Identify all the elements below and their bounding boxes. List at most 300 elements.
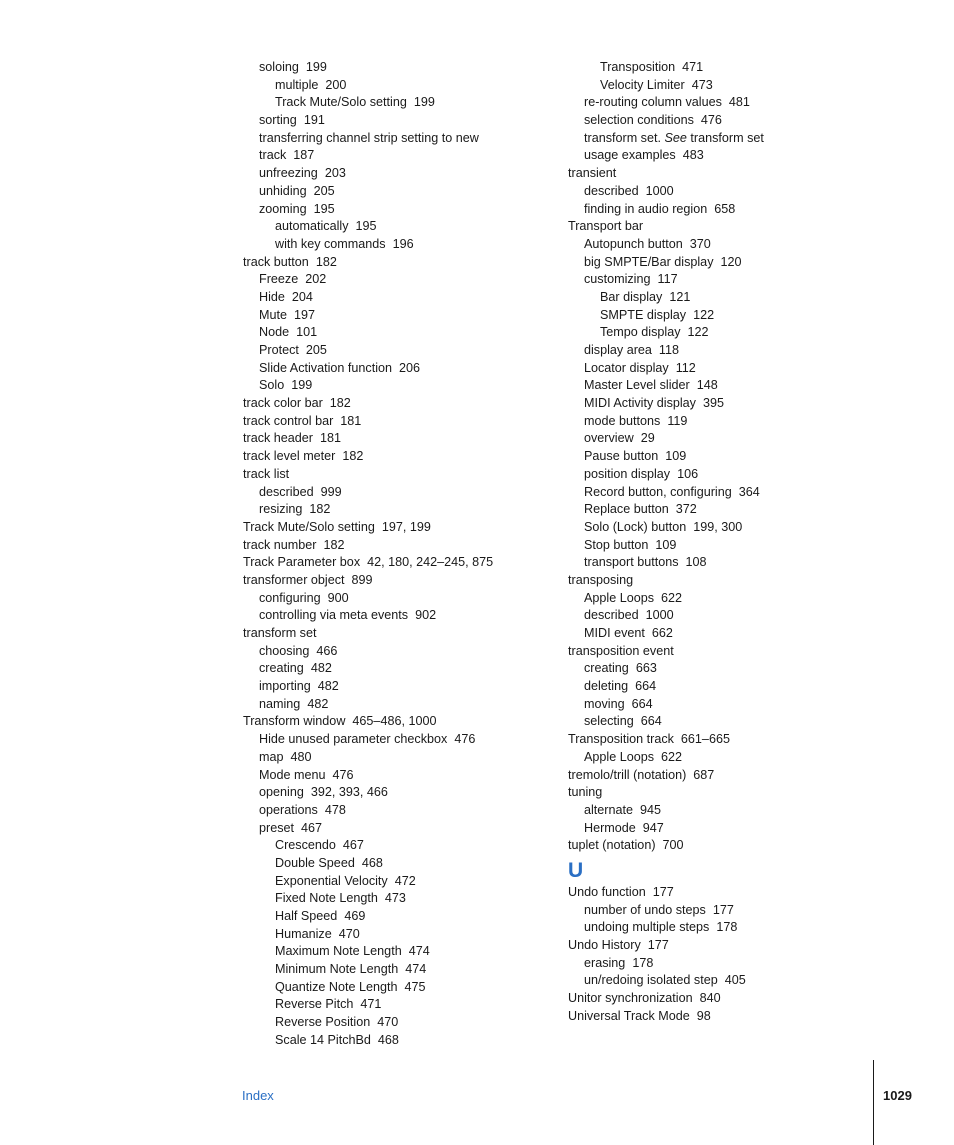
index-pages: 199 xyxy=(413,95,435,110)
index-entry xyxy=(568,413,858,431)
index-pages: 663 xyxy=(635,661,657,676)
index-pages: 945 xyxy=(640,802,662,817)
index-entry xyxy=(568,937,858,955)
index-pages: 98 xyxy=(696,1008,711,1023)
index-entry xyxy=(243,466,543,484)
index-pages: 112 xyxy=(675,360,696,375)
index-term: alternate xyxy=(584,802,634,817)
index-pages: 187 xyxy=(293,148,315,163)
index-term: soloing xyxy=(259,60,299,74)
index-entry xyxy=(243,943,543,961)
index-term: Hermode xyxy=(584,820,636,835)
index-pages: 109 xyxy=(655,537,677,552)
index-term: Replace button xyxy=(584,502,669,517)
index-entry xyxy=(568,59,858,77)
index-term: Autopunch button xyxy=(584,236,683,251)
index-term: undoing multiple steps xyxy=(584,920,710,935)
index-entry xyxy=(243,112,543,130)
index-pages: 405 xyxy=(724,973,746,988)
index-term: Reverse Pitch xyxy=(275,997,354,1012)
index-pages: 392, 393, 466 xyxy=(310,785,388,800)
index-pages: 468 xyxy=(361,855,383,870)
index-term: track color bar xyxy=(243,396,323,411)
index-term: automatically xyxy=(275,219,349,234)
index-pages: 181 xyxy=(340,413,362,428)
index-entry xyxy=(243,837,543,855)
index-entry xyxy=(568,201,858,219)
index-entry xyxy=(568,749,858,767)
see-target: transform set xyxy=(690,130,764,145)
index-pages: 120 xyxy=(720,254,742,269)
index-entry xyxy=(568,572,858,590)
index-entry xyxy=(243,1014,543,1032)
index-pages: 122 xyxy=(687,325,709,340)
index-letter-heading: U xyxy=(568,858,584,882)
index-pages: 474 xyxy=(405,962,427,977)
index-pages: 902 xyxy=(415,608,437,623)
index-pages: 470 xyxy=(377,1015,399,1030)
index-term: Humanize xyxy=(275,926,332,941)
index-entry xyxy=(243,448,543,466)
index-entry xyxy=(243,820,543,838)
index-term: Node xyxy=(259,325,290,340)
index-term: Apple Loops xyxy=(584,590,655,605)
index-entry xyxy=(568,696,858,714)
index-entry xyxy=(243,94,543,112)
index-pages: 42, 180, 242–245, 875 xyxy=(367,555,494,570)
index-entry xyxy=(243,961,543,979)
index-pages: 482 xyxy=(310,661,332,676)
index-entry xyxy=(243,130,543,148)
index-entry xyxy=(243,713,543,731)
index-pages: 178 xyxy=(632,955,654,970)
index-pages: 195 xyxy=(313,201,335,216)
index-term: Half Speed xyxy=(275,909,338,923)
index-entry xyxy=(568,360,858,378)
index-entry xyxy=(243,873,543,891)
index-pages: 108 xyxy=(685,555,707,570)
index-entry xyxy=(243,660,543,678)
index-term: Solo xyxy=(259,378,285,393)
index-term: Track Mute/Solo setting xyxy=(275,95,407,110)
index-pages: 664 xyxy=(640,714,662,729)
index-entry xyxy=(568,377,858,395)
index-term: track xyxy=(259,148,287,163)
index-pages: 476 xyxy=(332,767,354,782)
index-entry xyxy=(243,643,543,661)
index-entry xyxy=(243,607,543,625)
index-pages: 473 xyxy=(384,891,406,906)
index-term: Double Speed xyxy=(275,855,355,870)
index-term: operations xyxy=(259,802,318,817)
index-term: naming xyxy=(259,696,301,711)
index-pages: 664 xyxy=(635,679,657,694)
index-pages: 200 xyxy=(325,77,347,92)
index-entry xyxy=(568,625,858,643)
index-entry xyxy=(243,484,543,502)
index-term: described xyxy=(584,183,639,198)
index-entry xyxy=(243,147,543,165)
index-entry xyxy=(243,395,543,413)
index-term: track level meter xyxy=(243,449,336,464)
index-pages: 900 xyxy=(327,590,349,605)
index-term: track list xyxy=(243,466,290,481)
index-pages: 372 xyxy=(675,502,697,517)
index-entry xyxy=(243,519,543,537)
index-pages: 122 xyxy=(693,307,715,322)
index-term: track number xyxy=(243,537,317,552)
index-term: SMPTE display xyxy=(600,307,687,322)
index-entry xyxy=(243,926,543,944)
index-pages: 178 xyxy=(716,920,738,935)
index-pages: 480 xyxy=(290,749,312,764)
index-term: deleting xyxy=(584,679,629,694)
index-pages: 469 xyxy=(344,909,366,923)
index-term: unhiding xyxy=(259,183,307,198)
index-term: multiple xyxy=(275,77,319,92)
index-pages: 204 xyxy=(291,289,313,304)
index-term: selecting xyxy=(584,714,634,729)
index-entry xyxy=(243,271,543,289)
index-entry xyxy=(243,979,543,997)
index-term: MIDI event xyxy=(584,626,645,640)
index-entry xyxy=(243,678,543,696)
index-pages: 370 xyxy=(689,236,711,251)
index-entry xyxy=(568,607,858,625)
index-entry xyxy=(243,908,543,926)
index-term: transform set. xyxy=(584,130,661,145)
index-entry xyxy=(568,837,858,855)
page-number: 1029 xyxy=(883,1088,912,1103)
index-pages: 474 xyxy=(408,944,430,959)
index-term: Hide xyxy=(259,289,285,304)
index-pages: 101 xyxy=(296,325,318,340)
index-entry xyxy=(568,678,858,696)
index-entry xyxy=(568,395,858,413)
index-pages: 148 xyxy=(696,378,718,393)
index-term: Velocity Limiter xyxy=(600,77,685,92)
index-entry xyxy=(243,324,543,342)
index-term: mode buttons xyxy=(584,413,661,428)
index-term: erasing xyxy=(584,955,626,970)
index-term: Fixed Note Length xyxy=(275,891,378,906)
index-term: preset xyxy=(259,820,295,835)
index-column-right xyxy=(568,59,858,1025)
index-entry xyxy=(243,59,543,77)
index-entry xyxy=(568,112,858,130)
index-pages: 195 xyxy=(355,219,377,234)
index-entry xyxy=(243,890,543,908)
index-pages: 664 xyxy=(631,696,653,711)
index-entry xyxy=(243,696,543,714)
index-term: re-routing column values xyxy=(584,95,722,110)
index-entry xyxy=(568,77,858,95)
index-term: described xyxy=(584,608,639,623)
index-entry xyxy=(568,289,858,307)
index-term: transferring channel strip setting to new xyxy=(259,130,479,145)
index-term: selection conditions xyxy=(584,113,694,128)
index-entry xyxy=(568,919,858,937)
index-entry xyxy=(568,955,858,973)
index-pages: 481 xyxy=(728,95,750,110)
index-entry xyxy=(243,218,543,236)
index-entry xyxy=(243,236,543,254)
index-term: Track Parameter box xyxy=(243,555,361,570)
index-entry xyxy=(568,484,858,502)
index-entry xyxy=(243,767,543,785)
index-pages: 197 xyxy=(294,307,316,322)
index-pages: 700 xyxy=(662,838,684,853)
index-pages: 199 xyxy=(305,60,327,74)
index-term: Track Mute/Solo setting xyxy=(243,519,375,534)
index-entry xyxy=(568,590,858,608)
index-pages: 478 xyxy=(324,802,346,817)
index-pages: 182 xyxy=(315,254,337,269)
index-pages: 476 xyxy=(454,732,476,747)
index-pages: 470 xyxy=(338,926,360,941)
index-term: Slide Activation function xyxy=(259,360,393,375)
index-entry xyxy=(243,77,543,95)
index-term: Maximum Note Length xyxy=(275,944,402,959)
index-entry xyxy=(568,713,858,731)
index-term: Transport bar xyxy=(568,219,644,234)
index-pages: 483 xyxy=(682,148,704,163)
index-term: Transposition track xyxy=(568,732,674,747)
index-entry xyxy=(243,430,543,448)
index-entry xyxy=(568,147,858,165)
index-entry xyxy=(243,254,543,272)
index-term: Scale 14 PitchBd xyxy=(275,1032,371,1047)
index-pages: 467 xyxy=(301,820,323,835)
index-entry xyxy=(243,360,543,378)
index-term: creating xyxy=(584,661,629,676)
index-term: position display xyxy=(584,466,671,481)
index-pages: 182 xyxy=(309,502,331,517)
index-term: track header xyxy=(243,431,314,446)
index-term: Tempo display xyxy=(600,325,681,340)
index-term: Stop button xyxy=(584,537,649,552)
index-term: Mode menu xyxy=(259,767,326,782)
index-term: Transform window xyxy=(243,714,346,729)
index-pages: 473 xyxy=(691,77,713,92)
index-entry xyxy=(568,972,858,990)
index-pages: 177 xyxy=(652,884,674,899)
index-entry xyxy=(243,572,543,590)
index-pages: 947 xyxy=(642,820,664,835)
index-entry xyxy=(243,784,543,802)
index-pages: 662 xyxy=(651,626,673,640)
see-reference: See xyxy=(664,130,687,145)
index-pages: 182 xyxy=(323,537,345,552)
index-pages: 467 xyxy=(342,838,364,853)
index-pages: 191 xyxy=(303,113,325,128)
index-term: MIDI Activity display xyxy=(584,396,696,411)
index-term: transformer object xyxy=(243,572,345,587)
index-entry xyxy=(568,165,858,183)
index-term: un/redoing isolated step xyxy=(584,973,718,988)
index-term: described xyxy=(259,484,314,499)
index-entry xyxy=(568,767,858,785)
index-term: transport buttons xyxy=(584,555,679,570)
index-entry xyxy=(243,342,543,360)
index-entry xyxy=(568,307,858,325)
index-entry xyxy=(568,554,858,572)
index-pages: 468 xyxy=(377,1032,399,1047)
index-entry xyxy=(568,218,858,236)
index-pages: 199, 300 xyxy=(693,519,743,534)
index-pages: 196 xyxy=(392,236,414,251)
index-pages: 182 xyxy=(329,396,351,411)
index-entry xyxy=(568,660,858,678)
index-pages: 661–665 xyxy=(680,732,730,747)
footer-section-title: Index xyxy=(242,1088,274,1103)
index-pages: 482 xyxy=(317,679,339,694)
index-term: Solo (Lock) button xyxy=(584,519,687,534)
index-entry xyxy=(243,377,543,395)
index-pages: 471 xyxy=(682,60,704,74)
index-pages: 658 xyxy=(714,201,736,216)
index-entry xyxy=(568,130,858,148)
index-term: Exponential Velocity xyxy=(275,873,388,888)
index-term: display area xyxy=(584,343,652,357)
index-entry xyxy=(243,590,543,608)
index-entry xyxy=(568,430,858,448)
index-pages: 622 xyxy=(661,590,683,605)
index-term: Pause button xyxy=(584,449,659,464)
index-term: usage examples xyxy=(584,148,676,163)
index-pages: 364 xyxy=(738,484,760,499)
index-pages: 118 xyxy=(658,343,679,357)
index-term: zooming xyxy=(259,201,307,216)
index-pages: 203 xyxy=(324,166,346,181)
index-entry xyxy=(243,413,543,431)
index-entry xyxy=(568,466,858,484)
index-pages: 202 xyxy=(305,272,327,287)
index-pages: 687 xyxy=(693,767,715,782)
index-pages: 476 xyxy=(700,113,722,128)
index-term: Locator display xyxy=(584,360,669,375)
index-entry xyxy=(243,289,543,307)
index-entry xyxy=(243,1032,543,1050)
index-pages: 181 xyxy=(320,431,342,446)
index-term: track control bar xyxy=(243,413,334,428)
index-entry xyxy=(568,802,858,820)
index-term: overview xyxy=(584,431,634,446)
index-pages: 622 xyxy=(661,749,683,764)
index-entry xyxy=(568,236,858,254)
index-pages: 109 xyxy=(665,449,687,464)
index-pages: 206 xyxy=(399,360,421,375)
index-entry xyxy=(243,501,543,519)
index-entry xyxy=(568,643,858,661)
index-term: Quantize Note Length xyxy=(275,979,398,994)
index-pages: 899 xyxy=(351,572,373,587)
index-pages: 182 xyxy=(342,449,364,464)
index-entry xyxy=(243,201,543,219)
index-entry xyxy=(243,625,543,643)
index-term: opening xyxy=(259,785,304,800)
index-term: Minimum Note Length xyxy=(275,962,399,977)
index-pages: 29 xyxy=(640,431,655,446)
index-term: transform set xyxy=(243,626,317,640)
index-entry xyxy=(568,271,858,289)
index-entry xyxy=(568,342,858,360)
index-pages: 471 xyxy=(360,997,382,1012)
index-pages: 117 xyxy=(657,272,678,287)
index-entry xyxy=(243,165,543,183)
index-entry xyxy=(243,855,543,873)
index-term: configuring xyxy=(259,590,321,605)
index-term: choosing xyxy=(259,643,310,658)
index-pages: 465–486, 1000 xyxy=(352,714,437,729)
index-term: sorting xyxy=(259,113,297,128)
index-pages: 840 xyxy=(699,991,721,1006)
index-term: big SMPTE/Bar display xyxy=(584,254,714,269)
index-pages: 999 xyxy=(320,484,342,499)
index-term: Apple Loops xyxy=(584,749,655,764)
index-pages: 177 xyxy=(647,938,669,952)
index-term: transposing xyxy=(568,572,634,587)
index-pages: 197, 199 xyxy=(381,519,431,534)
index-entry xyxy=(243,554,543,572)
index-entry xyxy=(568,94,858,112)
index-pages: 482 xyxy=(307,696,329,711)
index-term: Bar display xyxy=(600,289,663,304)
index-entry xyxy=(568,990,858,1008)
index-pages: 475 xyxy=(404,979,426,994)
index-term: controlling via meta events xyxy=(259,608,409,623)
index-term: Record button, configuring xyxy=(584,484,732,499)
index-term: map xyxy=(259,749,284,764)
index-term: finding in audio region xyxy=(584,201,708,216)
index-term: Freeze xyxy=(259,272,299,287)
index-entry xyxy=(568,501,858,519)
index-pages: 119 xyxy=(667,413,688,428)
index-entry xyxy=(568,254,858,272)
index-entry xyxy=(568,448,858,466)
index-term: Reverse Position xyxy=(275,1015,371,1030)
index-term: moving xyxy=(584,696,625,711)
index-entry xyxy=(243,183,543,201)
index-term: customizing xyxy=(584,272,651,287)
index-term: creating xyxy=(259,661,304,676)
index-term: unfreezing xyxy=(259,166,318,181)
index-term: transient xyxy=(568,166,617,181)
index-term: Undo History xyxy=(568,938,641,952)
index-term: Crescendo xyxy=(275,838,336,853)
index-term: tuning xyxy=(568,785,603,800)
index-term: Undo function xyxy=(568,884,646,899)
index-pages: 205 xyxy=(305,343,327,357)
index-term: Mute xyxy=(259,307,287,322)
index-entry xyxy=(568,324,858,342)
index-entry xyxy=(568,731,858,749)
index-term: track button xyxy=(243,254,309,269)
index-term: Universal Track Mode xyxy=(568,1008,690,1023)
index-term: number of undo steps xyxy=(584,902,706,917)
index-entry xyxy=(568,884,858,902)
index-term: Transposition xyxy=(600,60,676,74)
index-term: Master Level slider xyxy=(584,378,690,393)
index-pages: 199 xyxy=(291,378,313,393)
index-entry xyxy=(568,183,858,201)
index-pages: 177 xyxy=(712,902,734,917)
index-term: tremolo/trill (notation) xyxy=(568,767,687,782)
index-pages: 106 xyxy=(677,466,699,481)
index-entry xyxy=(568,519,858,537)
index-entry xyxy=(568,537,858,555)
index-term: resizing xyxy=(259,502,303,517)
